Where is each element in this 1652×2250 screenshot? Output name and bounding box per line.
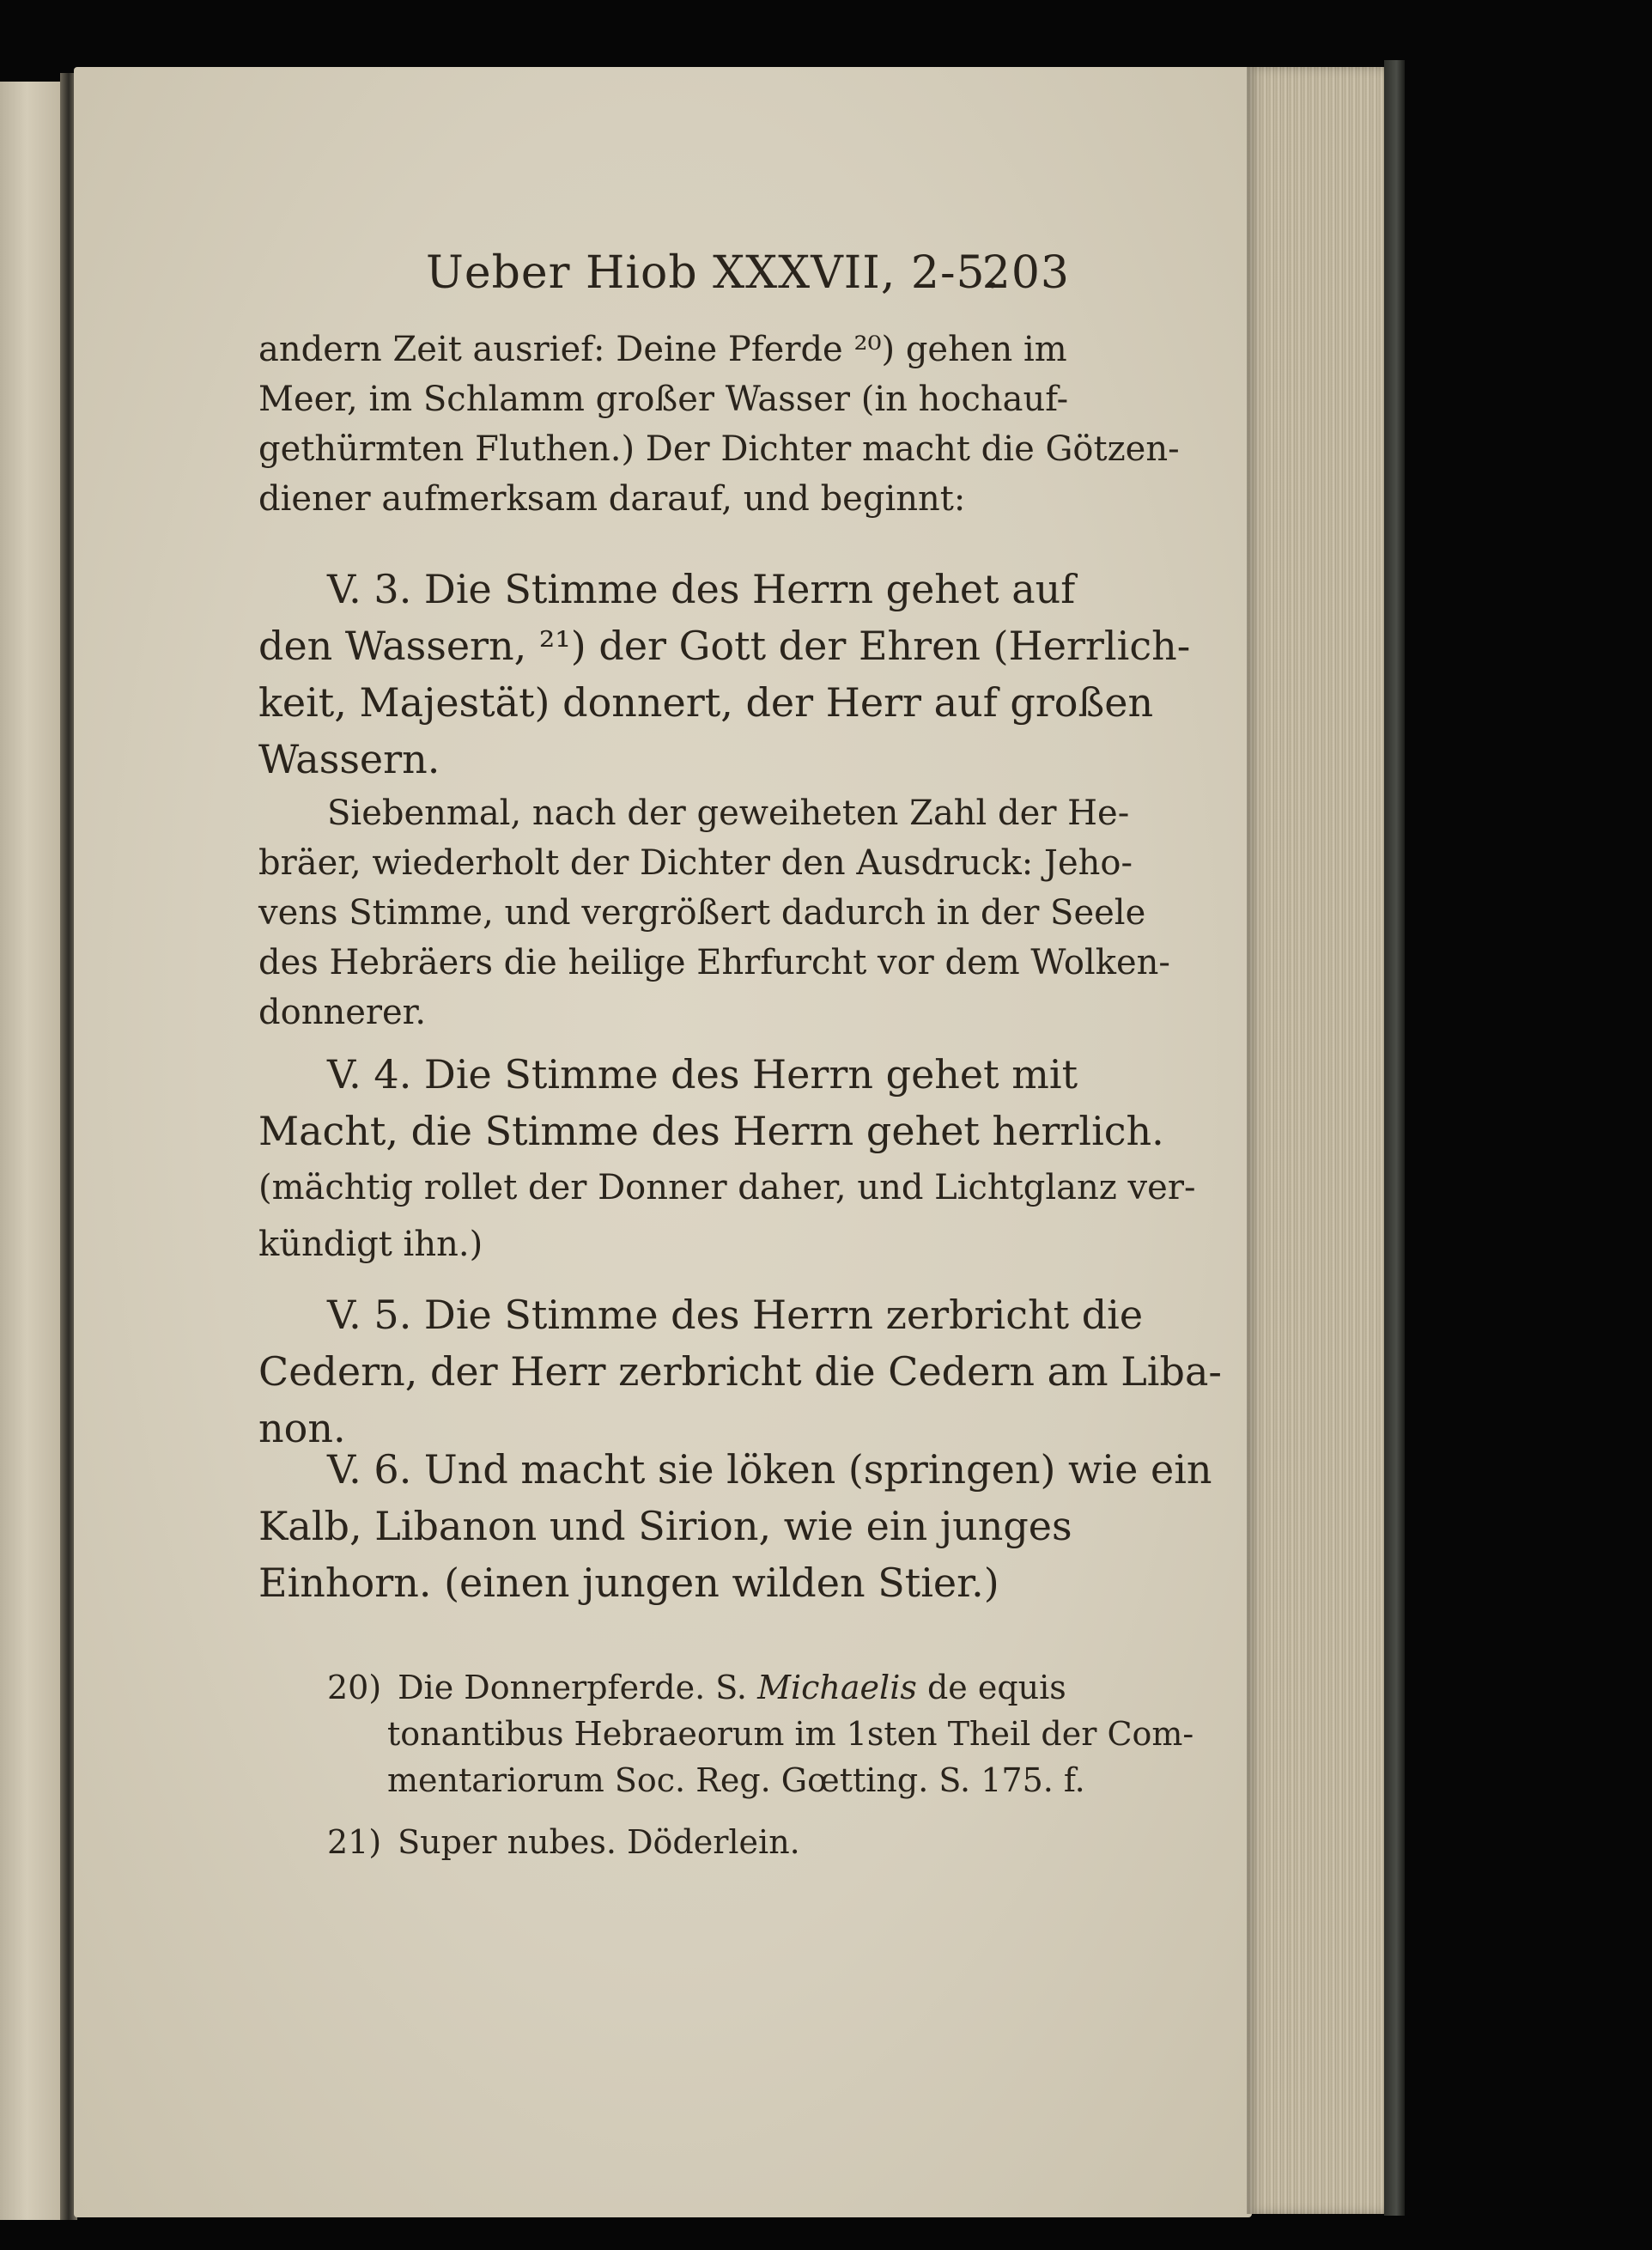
text-line: den Wassern, ²¹) der Gott der Ehren (Herrlich- bbox=[258, 623, 1191, 669]
text-line: Einhorn. (einen jungen wilden Stier.) bbox=[258, 1560, 999, 1606]
book-cover-edge bbox=[1384, 60, 1405, 2216]
footnote-author: Michaelis bbox=[757, 1669, 917, 1706]
page-edges bbox=[1247, 67, 1388, 2214]
book-page bbox=[74, 67, 1252, 2217]
verse-5-paragraph bbox=[258, 1286, 1222, 1456]
text-line: Cedern, der Herr zerbricht die Cedern am Liba- bbox=[258, 1348, 1222, 1395]
text-line: V. 6. Und macht sie löken (springen) wie ein bbox=[327, 1446, 1212, 1493]
footnote-21 bbox=[327, 1819, 1100, 1865]
text-line: gethürmten Fluthen.) Der Dichter macht die Götzen- bbox=[258, 429, 1180, 469]
verse-4-paragraph bbox=[258, 1046, 1196, 1273]
running-title: Ueber Hiob XXXVII, 2-5. bbox=[426, 247, 1001, 299]
text-line: non. bbox=[258, 1405, 346, 1451]
text-line: Siebenmal, nach der geweiheten Zahl der He- bbox=[327, 794, 1130, 833]
text-line: andern Zeit ausrief: Deine Pferde ²⁰) gehen im bbox=[258, 330, 1067, 369]
footnote-line bbox=[327, 1819, 1100, 1865]
text-line: Meer, im Schlamm großer Wasser (in hochauf- bbox=[258, 380, 1069, 419]
footnote-number: 20) bbox=[327, 1669, 382, 1706]
text-line: (mächtig rollet der Donner daher, und Lichtglanz ver- bbox=[258, 1168, 1196, 1207]
text-line: des Hebräers die heilige Ehrfurcht vor dem Wolken- bbox=[258, 943, 1170, 982]
footnote-text: Die Donnerpferde. S. bbox=[398, 1669, 758, 1706]
verse-3-paragraph bbox=[258, 561, 1191, 788]
text-line: kündigt ihn.) bbox=[258, 1225, 483, 1264]
verse-6-paragraph bbox=[258, 1441, 1212, 1611]
text-line: V. 3. Die Stimme des Herrn gehet auf bbox=[327, 566, 1076, 612]
footnote-20 bbox=[327, 1664, 1194, 1803]
footnote-number: 21) bbox=[327, 1823, 382, 1861]
text-line: bräer, wiederholt der Dichter den Ausdruck: Jeho- bbox=[258, 843, 1133, 883]
text-line: Wassern. bbox=[258, 736, 440, 782]
commentary-paragraph bbox=[258, 788, 1170, 1037]
footnote-line: tonantibus Hebraeorum im 1sten Theil der Com- bbox=[387, 1715, 1194, 1753]
text-line: vens Stimme, und vergrößert dadurch in der Seele bbox=[258, 893, 1146, 933]
text-line: donnerer. bbox=[258, 993, 427, 1032]
footnote-text: de equis bbox=[916, 1669, 1066, 1706]
footnote-line: mentariorum Soc. Reg. Gœtting. S. 175. f. bbox=[387, 1761, 1085, 1799]
text-line: Macht, die Stimme des Herrn gehet herrlich. bbox=[258, 1108, 1164, 1154]
footnote-line bbox=[327, 1664, 1100, 1711]
footnote-text: Super nubes. Döderlein. bbox=[398, 1823, 800, 1861]
intro-paragraph bbox=[258, 325, 1180, 524]
text-line: V. 5. Die Stimme des Herrn zerbricht die bbox=[327, 1292, 1144, 1338]
text-line: V. 4. Die Stimme des Herrn gehet mit bbox=[327, 1051, 1078, 1098]
text-line: keit, Majestät) donnert, der Herr auf großen bbox=[258, 679, 1154, 726]
text-line: diener aufmerksam darauf, und beginnt: bbox=[258, 479, 966, 519]
text-line: Kalb, Libanon und Sirion, wie ein junges bbox=[258, 1503, 1072, 1549]
page-number: 203 bbox=[981, 247, 1070, 299]
left-page-edge bbox=[0, 82, 67, 2220]
